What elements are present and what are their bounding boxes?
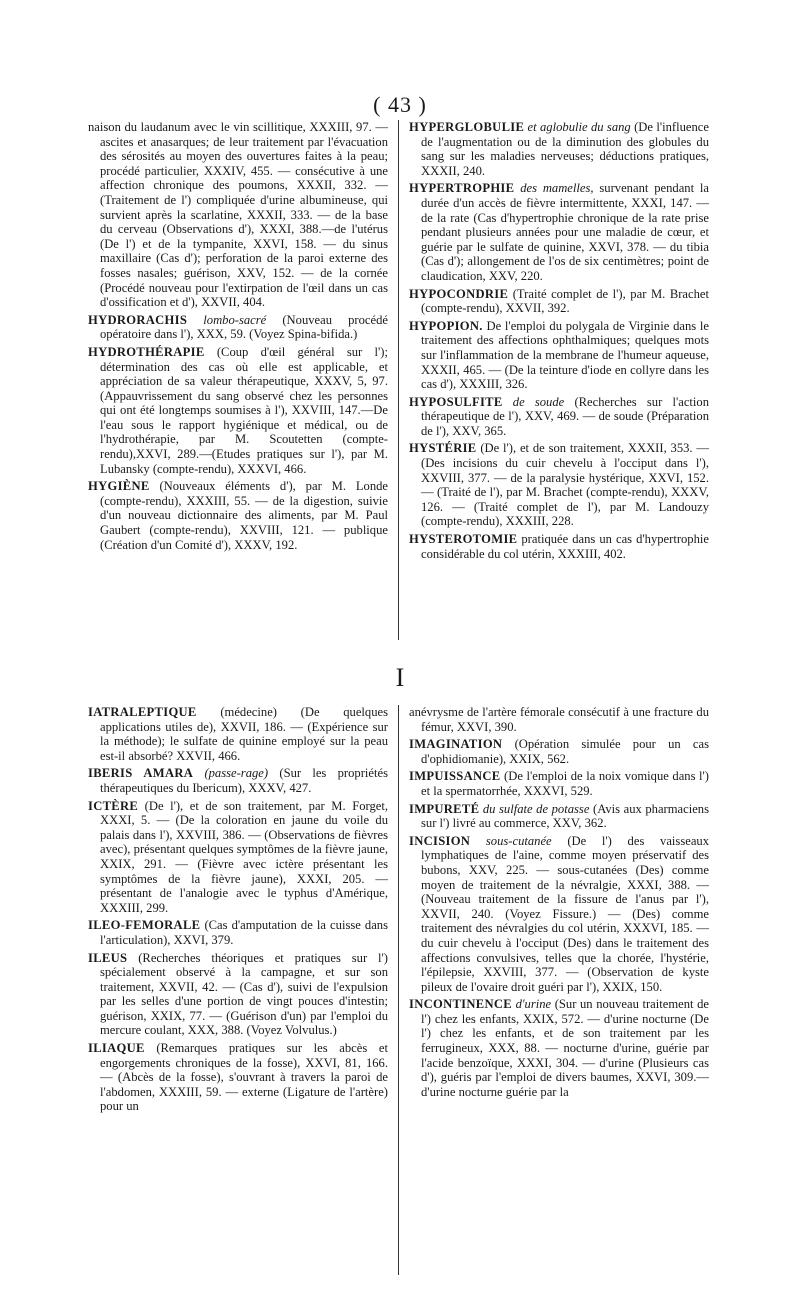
entry-text: pratiquée dans un cas d'hypertrophie considérable du col utérin, XXXIII, 402.: [421, 532, 709, 561]
index-entry: [409, 802, 709, 831]
index-entry: [409, 120, 709, 178]
entry-heading: IMPURETÉ: [409, 801, 480, 816]
index-entry: [409, 395, 709, 439]
index-entry: [409, 319, 709, 392]
entry-heading: IATRALEPTIQUE: [88, 705, 197, 719]
entry-heading: ICTÈRE: [88, 798, 139, 813]
section-letter: I: [395, 663, 405, 692]
entry-text: survenant pendant la durée d'un accès de fièvre intermittente, XXXI, 147. — de la rate (Cas d'hypertrophie chronique de la rate prise pendant plusieurs années pour une maladie de cœur, et guérie par le sulfate de quinine, XXVI, 378. — du tibia (Cas d'); allongement de l'os de six centimètres; point de claudication, XXV, 220.: [421, 181, 710, 283]
entry-text: (Recherches théoriques et pratiques sur l') spécialement observé à la campagne, et sur son traitement, XXVII, 42. — (Cas d'), suivi de l'expulsion par les selles d'une portion de vingt pouces d'intestin; guérison, XXIX, 77. — (Guérison d'un) par l'emploi du mercure coulant, XXX, 388. (Voyez Volvulus.): [100, 950, 388, 1038]
entry-heading: HYPERGLOBULIE: [409, 120, 525, 134]
entry-text: (Sur les propriétés thérapeutiques du Ibericum), XXXV, 427.: [100, 766, 388, 795]
entry-subheading: de soude: [512, 394, 565, 409]
entry-text: (Remarques pratiques sur les abcès et engorgements chroniques de la fosse), XXVI, 81, 166. — (Abcès de la fosse), s'ouvrant à travers la paroi de l'abdomen, XXXIII, 59. — externe (Ligature de l'artère) pour un: [100, 1041, 388, 1114]
entry-heading: HYDROTHÉRAPIE: [88, 344, 205, 359]
index-entry: [88, 705, 388, 763]
index-entry: [88, 1041, 388, 1114]
entry-heading: HYSTÉRIE: [409, 441, 477, 456]
entry-subheading: lombo-sacré: [203, 312, 267, 327]
entry-heading: INCISION: [409, 833, 471, 848]
index-entry: [409, 287, 709, 316]
index-entry: [409, 997, 709, 1099]
entry-subheading: et aglobulie du sang: [527, 120, 631, 134]
entry-heading: IMPUISSANCE: [409, 769, 501, 784]
entry-text: (médecine) (De quelques applications utiles de), XXVII, 186. — (Expérience sur la méthode); le sulfate de quinine employé sur la peau est-il absorbé? XXVII, 466.: [100, 705, 389, 763]
entry-text: De l'emploi du polygala de Virginie dans le traitement des affections ophthalmiques; quelques mots sur l'inflammation de la membrane de l'humeur aqueuse, XXXII, 465. — (De la teinture d'iode en collyre dans les cas d'), XXXIII, 326.: [421, 318, 709, 392]
index-entry: [409, 834, 709, 995]
top-left-column: [88, 120, 388, 555]
index-entry: [409, 769, 709, 798]
index-entry: [409, 532, 709, 561]
entry-heading: HYPOCONDRIE: [409, 286, 509, 301]
bottom-left-column: [88, 705, 388, 1117]
index-entry: [88, 918, 388, 947]
entry-text: (De l'influence de l'augmentation ou de la diminution des globules du sang sur les maladies nerveuses; déductions pratiques, XXXII, 240.: [421, 120, 709, 178]
entry-heading: HYPOPION.: [409, 318, 483, 333]
index-entry: [88, 313, 388, 342]
index-entry: [409, 441, 709, 529]
entry-heading: HYGIÈNE: [88, 479, 150, 494]
entry-text: (Sur un nouveau traitement de l') chez les enfants, XXIX, 572. — d'urine nocturne (De l') chez les enfants, et de son traitement par les ferrugineux, XXX, 88. — nocturne d'urine, guérie par l'acide benzoïque, XXXI, 304. — d'urine (Plusieurs cas d'), guéris par l'emploi de divers baumes, XXVI, 309.— d'urine nocturne guérie par la: [421, 997, 709, 1099]
entry-text: (De l'emploi de la noix vomique dans l') et la spermatorrhée, XXXVI, 529.: [421, 769, 709, 798]
entry-text: (Cas d'amputation de la cuisse dans l'articulation), XXVI, 379.: [100, 918, 389, 947]
entry-heading: HYPOSULFITE: [409, 394, 503, 409]
entry-text: (Avis aux pharmaciens sur l') livré au commerce, XXV, 362.: [421, 801, 710, 831]
index-entry: [88, 479, 388, 552]
entry-heading: ILIAQUE: [88, 1041, 145, 1056]
entry-text: (De l') des vaisseaux lymphatiques de l'aine, comme moyen préservatif des bubons, XXV, 225. — sous-cutanées (Des) comme moyen de traitement de la névralgie, XXXI, 388. — (Nouveau traitement de la fissure de l'anus par l'), XXVII, 240. (Voyez Fissure.) — (Des) comme traitement des névralgies du col utérin, XXXVI, 185. — du cuir chevelu à l'occiput (Des) dans le traitement des affections convulsives, telles que la chorée, l'hystérie, l'épilepsie, XXVIII, 377. — (Observation de kyste pileux de l'ovaire droit guéri par l'), XXIX, 150.: [421, 833, 709, 994]
index-entry: [88, 120, 388, 310]
page-number: ( 43 ): [373, 92, 427, 117]
entry-subheading: d'urine: [515, 997, 552, 1012]
entry-text: (Traité complet de l'), par M. Brachet (compte-rendu), XXVII, 392.: [421, 286, 709, 316]
entry-heading: INCONTINENCE: [409, 997, 512, 1012]
entry-text: naison du laudanum avec le vin scillitique, XXXIII, 97. — ascites et anasarques; de leur traitement par l'évacuation des sérosités au moyen des ouvertures faites à la peau; procédé particulier, XXXIV, 455. — consécutive à une affection chronique des poumons, XXXII, 332. — (Traitement de l') compliquée d'urine albumineuse, qui survient après la scarlatine, XXXII, 333. — de la base du cerveau (Observations d'), XXXI, 388.—de l'utérus (De l') et de la tympanite, XXVI, 158. — du sinus maxillaire (Cas d'); perforation de la paroi externe des fosses nasales; guérison, XXV, 152. — de la cornée (Procédé nouveau pour l'extirpation de l'œil dans un cas d'ossification et d'), XXVII, 404.: [88, 120, 388, 310]
index-entry: [88, 345, 388, 476]
bottom-right-column: [409, 705, 709, 1102]
index-entry: [409, 181, 709, 283]
entry-text: (Recherches sur l'action thérapeutique de l'), XXV, 469. — de soude (Préparation de l'), XXV, 365.: [421, 394, 709, 438]
entry-text: (Coup d'œil général sur l'); détermination des cas où elle est applicable, et appréciation de sa valeur thérapeutique, XXXV, 5, 97. (Appauvrissement du sang observé chez les personnes qui ont été longtemps soumises à l'), XXVIII, 147.—De l'eau sous le rapport hygiénique et médical, ou de l'hydrothérapie, par M. Scoutetten (compte-rendu),XXVI, 289.—(Etudes pratiques sur l'), par M. Lubansky (compte-rendu), XXXVI, 466.: [100, 344, 388, 476]
entry-text: (De l'), et de son traitement, par M. Forget, XXXI, 5. — (De la coloration en jaune du voile du palais dans l'), XXVIII, 386. — (Observations de fièvres avec), présentant quelques symptômes de la fièvre jaune, XXIX, 291. — (Fièvre avec ictère présentant les symptômes de la fièvre jaune), XXXI, 205. — présentant de l'analogie avec le typhus d'Amérique, XXXIII, 299.: [100, 798, 388, 915]
entry-subheading: (passe-rage): [204, 766, 269, 781]
entry-subheading: des mamelles,: [520, 181, 594, 196]
entry-heading: ILEUS: [88, 950, 128, 965]
index-entry: [88, 766, 388, 795]
entry-heading: IMAGINATION: [409, 737, 503, 752]
entry-heading: HYPERTROPHIE: [409, 181, 515, 196]
index-entry: [88, 799, 388, 916]
entry-heading: HYSTEROTOMIE: [409, 532, 518, 547]
index-entry: [409, 705, 709, 734]
entry-text: (Opération simulée pour un cas d'ophidiomanie), XXIX, 562.: [421, 737, 710, 766]
entry-heading: IBERIS AMARA: [88, 766, 194, 781]
entry-text: (Nouveau procédé opératoire dans l'), XXX, 59. (Voyez Spina-bifida.): [100, 312, 388, 342]
column-divider-top: [398, 120, 399, 640]
entry-subheading: du sulfate de potasse: [482, 801, 590, 816]
index-entry: [409, 737, 709, 766]
entry-text: anévrysme de l'artère fémorale consécutif à une fracture du fémur, XXVI, 390.: [409, 705, 709, 734]
entry-heading: ILEO-FEMORALE: [88, 918, 201, 933]
entry-text: (Nouveaux éléments d'), par M. Londe (compte-rendu), XXXIII, 55. — de la digestion, suivie d'un nouveau dictionnaire des aliments, par M. Paul Gaubert (compte-rendu), XXVIII, 121. — publique (Création d'un Comité d'), XXXV, 192.: [100, 479, 388, 552]
index-entry: [88, 951, 388, 1039]
entry-subheading: sous-cutanée: [485, 833, 552, 848]
entry-text: (De l'), et de son traitement, XXXII, 353. — (Des incisions du cuir chevelu à l'occiput dans l'), XXVIII, 377. — de la paralysie hystérique, XXVI, 152. — (Traité de l'), par M. Brachet (compte-rendu), XXXV, 126. — (Traité complet de l'), par M. Landouzy (compte-rendu), XXXIII, 228.: [421, 441, 709, 529]
entry-heading: HYDRORACHIS: [88, 312, 188, 327]
column-divider-bottom: [398, 705, 399, 1275]
top-right-column: [409, 120, 709, 564]
